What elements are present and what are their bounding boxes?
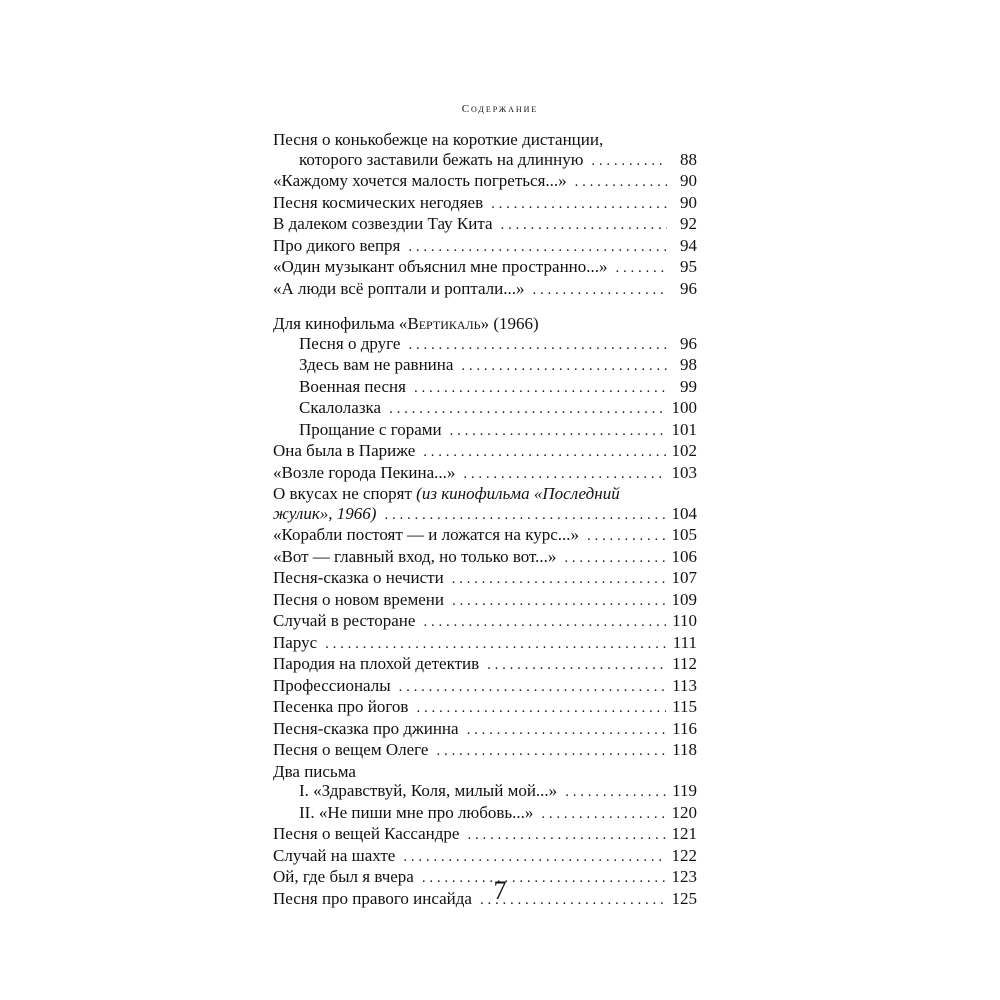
entry-title: Два письма (273, 761, 356, 781)
entry-title: «Возле города Пекина...» (273, 462, 456, 482)
leader-dots (436, 742, 666, 762)
entry-title: I. «Здравствуй, Коля, милый мой...» (299, 781, 558, 800)
toc-entry (273, 504, 697, 526)
entry-page: 90 (680, 192, 697, 212)
toc-entry (273, 355, 697, 377)
page-number: 7 (493, 876, 507, 905)
entry-title: которого заставили бежать на длинную (299, 149, 584, 169)
entry-title: Скалолазка (299, 398, 382, 417)
toc-entry (273, 525, 697, 547)
leader-dots (399, 678, 666, 698)
entry-title: «Каждому хочется малость погреться...» (273, 171, 567, 190)
entry-title: Прощание с горами (299, 419, 442, 439)
entry-title: «Вот — главный вход, но только вот...» (273, 546, 557, 566)
entry-page: 102 (671, 441, 697, 460)
leader-dots (414, 379, 667, 399)
leader-dots (501, 216, 668, 236)
toc-entry (273, 398, 697, 420)
table-of-contents (273, 130, 697, 910)
entry-title: Песня о вещей Кассандре (273, 824, 460, 843)
entry-note: жулик», 1966) (273, 503, 377, 523)
entry-page: 88 (680, 149, 697, 169)
leader-dots (423, 443, 665, 463)
entry-page: 115 (672, 697, 697, 716)
entry-title: Парус (273, 632, 318, 652)
toc-entry (273, 214, 697, 236)
entry-page: 113 (672, 675, 697, 695)
toc-entry (273, 193, 697, 215)
leader-dots (467, 721, 667, 741)
toc-entry (273, 257, 697, 279)
entry-title: О вкусах не спорят (из кинофильма «Последний (273, 484, 620, 503)
leader-dots (384, 506, 665, 526)
entry-page: 92 (680, 214, 697, 233)
entry-page: 119 (672, 781, 697, 800)
entry-title (273, 504, 376, 524)
entry-page: 90 (680, 171, 697, 190)
entry-title: Песня о друге (299, 333, 401, 353)
leader-dots (461, 357, 667, 377)
toc-entry (273, 697, 697, 719)
toc-entry (273, 547, 697, 569)
leader-dots (463, 465, 665, 485)
toc-entry (273, 420, 697, 442)
toc-entry (273, 654, 697, 676)
toc-entry (273, 633, 697, 655)
leader-dots (403, 848, 665, 868)
toc-entry (273, 130, 697, 150)
entry-page: 105 (671, 525, 697, 544)
entry-title: Песня про правого инсайда (273, 888, 472, 908)
toc-entry (273, 824, 697, 846)
leader-dots (575, 173, 667, 193)
leader-dots (416, 699, 666, 719)
entry-title: «Один музыкант объяснил мне пространно...» (273, 257, 608, 276)
entry-title: Профессионалы (273, 675, 391, 695)
toc-entry (273, 568, 697, 590)
entry-title: Она была в Париже (273, 441, 416, 460)
toc-entry (273, 611, 697, 633)
leader-dots (616, 259, 667, 279)
toc-entry (273, 377, 697, 399)
running-header: Содержание (461, 103, 539, 115)
toc-entry (273, 171, 697, 193)
toc-entry (273, 740, 697, 762)
toc-entry (273, 484, 697, 504)
entry-page: 104 (671, 503, 697, 523)
entry-page: 118 (672, 740, 697, 759)
entry-page: 95 (680, 257, 697, 276)
toc-entry (273, 334, 697, 356)
leader-dots (389, 400, 665, 420)
entry-title: Песня-сказка о нечисти (273, 568, 444, 587)
leader-dots (587, 527, 665, 547)
entry-page: 112 (672, 654, 697, 673)
toc-entry (273, 463, 697, 485)
entry-page: 120 (671, 802, 697, 822)
leader-dots (565, 783, 666, 803)
entry-title: Песня о конькобежце на короткие дистанции, (273, 130, 604, 149)
entry-page: 96 (680, 333, 697, 353)
leader-dots (591, 152, 667, 172)
entry-page: 103 (671, 462, 697, 482)
entry-title: Для кинофильма «Вертикаль» (1966) (273, 314, 539, 333)
leader-dots (408, 238, 667, 258)
leader-dots (564, 549, 665, 569)
entry-page: 111 (672, 632, 697, 652)
entry-title: Песенка про йогов (273, 697, 409, 716)
entry-page: 107 (671, 568, 697, 587)
toc-entry (273, 236, 697, 258)
leader-dots (452, 592, 666, 612)
leader-dots (450, 422, 666, 442)
leader-dots (423, 613, 666, 633)
entry-title: Песня о вещем Олеге (273, 740, 429, 759)
toc-entry (273, 803, 697, 825)
leader-dots (532, 281, 667, 301)
entry-page: 98 (680, 355, 697, 374)
entry-title: II. «Не пиши мне про любовь...» (299, 802, 534, 822)
entry-title: Ой, где был я вчера (273, 867, 414, 886)
toc-entry (273, 590, 697, 612)
entry-title: Про дикого вепря (273, 235, 401, 255)
entry-page: 96 (680, 278, 697, 298)
entry-page: 121 (671, 824, 697, 843)
leader-dots (325, 635, 667, 655)
entry-title: Случай в ресторане (273, 611, 416, 630)
leader-dots (541, 805, 665, 825)
toc-entry (273, 676, 697, 698)
entry-page: 110 (672, 611, 697, 630)
leader-dots (408, 336, 667, 356)
entry-title: «Корабли постоят — и ложатся на курс...» (273, 525, 580, 544)
toc-entry (273, 279, 697, 301)
entry-page: 99 (680, 376, 697, 396)
entry-title: Пародия на плохой детектив (273, 654, 480, 673)
toc-entry (273, 441, 697, 463)
leader-dots (491, 195, 667, 215)
entry-page: 116 (672, 718, 697, 738)
toc-entry (273, 846, 697, 868)
toc-entry (273, 719, 697, 741)
leader-dots (487, 656, 666, 676)
toc-entry (273, 762, 697, 782)
entry-title: В далеком созвездии Тау Кита (273, 214, 493, 233)
entry-page: 101 (671, 419, 697, 439)
entry-page: 100 (671, 398, 697, 417)
entry-page: 106 (671, 546, 697, 566)
entry-title: Случай на шахте (273, 845, 396, 865)
entry-note: (из кинофильма «Последний (416, 484, 620, 503)
entry-title: Песня-сказка про джинна (273, 718, 459, 738)
film-title: Вертикаль (407, 314, 481, 333)
toc-section-heading (273, 314, 697, 334)
entry-page: 122 (671, 845, 697, 865)
entry-page: 109 (671, 589, 697, 609)
entry-title: Здесь вам не равнина (299, 355, 454, 374)
entry-page: 94 (680, 235, 697, 255)
toc-entry (273, 150, 697, 172)
entry-title: Песня космических негодяев (273, 192, 484, 212)
entry-title: Песня о новом времени (273, 589, 444, 609)
entry-page: 123 (671, 867, 697, 886)
entry-title: «А люди всё роптали и роптали...» (273, 278, 525, 298)
leader-dots (467, 826, 665, 846)
toc-entry (273, 781, 697, 803)
entry-title: Военная песня (299, 376, 406, 396)
leader-dots (452, 570, 666, 590)
entry-page: 125 (671, 888, 697, 908)
